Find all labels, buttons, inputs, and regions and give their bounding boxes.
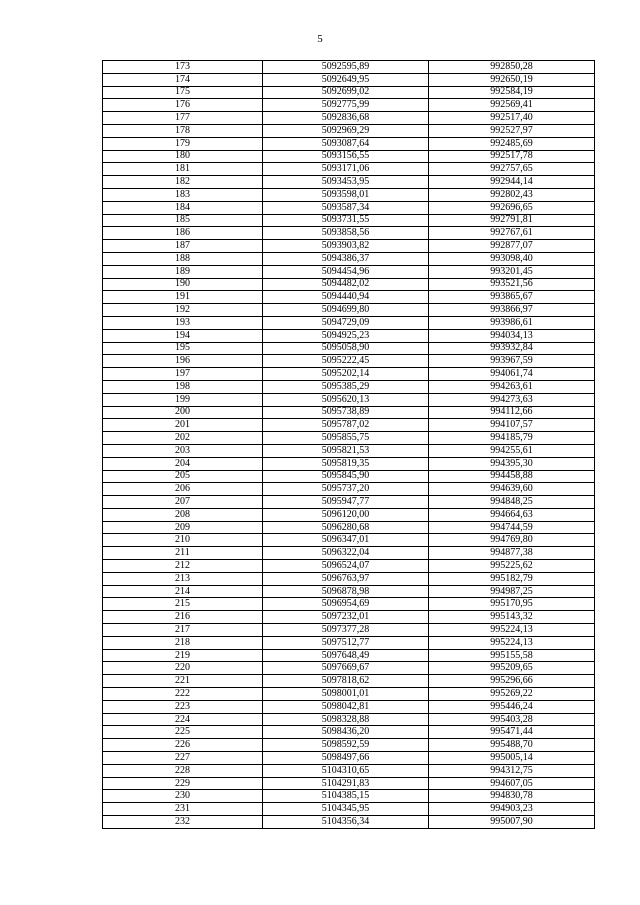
y-coordinate-cell: 995224,13: [429, 624, 595, 637]
table-row: [103, 790, 595, 803]
x-coordinate-cell: 5104291,83: [263, 777, 429, 790]
x-coordinate-cell: 5095737,20: [263, 483, 429, 496]
y-coordinate-cell: 995296,66: [429, 675, 595, 688]
point-number-cell: 220: [103, 662, 263, 675]
point-number-cell: 185: [103, 214, 263, 227]
point-number-cell: 206: [103, 483, 263, 496]
point-number-cell: 209: [103, 521, 263, 534]
point-number-cell: 205: [103, 470, 263, 483]
table-row: [103, 393, 595, 406]
x-coordinate-cell: 5093587,34: [263, 201, 429, 214]
x-coordinate-cell: 5092595,89: [263, 61, 429, 74]
table-row: [103, 803, 595, 816]
point-number-cell: 174: [103, 73, 263, 86]
x-coordinate-cell: 5095202,14: [263, 368, 429, 381]
table-row: [103, 457, 595, 470]
table-row: [103, 380, 595, 393]
table-row: [103, 611, 595, 624]
point-number-cell: 177: [103, 112, 263, 125]
table-row: [103, 649, 595, 662]
y-coordinate-cell: 994255,61: [429, 444, 595, 457]
x-coordinate-cell: 5093156,55: [263, 150, 429, 163]
table-row: [103, 265, 595, 278]
point-number-cell: 188: [103, 252, 263, 265]
point-number-cell: 196: [103, 355, 263, 368]
table-row: [103, 547, 595, 560]
y-coordinate-cell: 994877,38: [429, 547, 595, 560]
table-row: [103, 572, 595, 585]
x-coordinate-cell: 5096878,98: [263, 585, 429, 598]
point-number-cell: 182: [103, 176, 263, 189]
y-coordinate-cell: 995182,79: [429, 572, 595, 585]
y-coordinate-cell: 994395,30: [429, 457, 595, 470]
x-coordinate-cell: 5095222,45: [263, 355, 429, 368]
table-row: [103, 137, 595, 150]
table-row: [103, 636, 595, 649]
table-row: [103, 496, 595, 509]
y-coordinate-cell: 993865,67: [429, 291, 595, 304]
x-coordinate-cell: 5096280,68: [263, 521, 429, 534]
table-row: [103, 329, 595, 342]
table-row: [103, 662, 595, 675]
table-row: [103, 304, 595, 317]
point-number-cell: 193: [103, 316, 263, 329]
table-row: [103, 688, 595, 701]
y-coordinate-cell: 994034,13: [429, 329, 595, 342]
point-number-cell: 183: [103, 188, 263, 201]
y-coordinate-cell: 994830,78: [429, 790, 595, 803]
x-coordinate-cell: 5095821,53: [263, 444, 429, 457]
x-coordinate-cell: 5098328,88: [263, 713, 429, 726]
x-coordinate-cell: 5096347,01: [263, 534, 429, 547]
x-coordinate-cell: 5095738,89: [263, 406, 429, 419]
x-coordinate-cell: 5097512,77: [263, 636, 429, 649]
x-coordinate-cell: 5096954,69: [263, 598, 429, 611]
point-number-cell: 225: [103, 726, 263, 739]
x-coordinate-cell: 5093171,06: [263, 163, 429, 176]
x-coordinate-cell: 5094925,23: [263, 329, 429, 342]
x-coordinate-cell: 5092836,68: [263, 112, 429, 125]
y-coordinate-cell: 994273,63: [429, 393, 595, 406]
point-number-cell: 223: [103, 700, 263, 713]
point-number-cell: 232: [103, 816, 263, 829]
table-row: [103, 227, 595, 240]
point-number-cell: 213: [103, 572, 263, 585]
y-coordinate-cell: 993521,56: [429, 278, 595, 291]
table-row: [103, 368, 595, 381]
x-coordinate-cell: 5098042,81: [263, 700, 429, 713]
point-number-cell: 212: [103, 560, 263, 573]
table-row: [103, 764, 595, 777]
coordinates-table: [102, 60, 595, 829]
y-coordinate-cell: 994112,66: [429, 406, 595, 419]
point-number-cell: 187: [103, 240, 263, 253]
table-row: [103, 624, 595, 637]
table-row: [103, 816, 595, 829]
table-row: [103, 61, 595, 74]
y-coordinate-cell: 993986,61: [429, 316, 595, 329]
x-coordinate-cell: 5098497,66: [263, 752, 429, 765]
y-coordinate-cell: 992517,78: [429, 150, 595, 163]
x-coordinate-cell: 5094699,80: [263, 304, 429, 317]
table-row: [103, 73, 595, 86]
y-coordinate-cell: 992650,19: [429, 73, 595, 86]
table-row: [103, 112, 595, 125]
x-coordinate-cell: 5095819,35: [263, 457, 429, 470]
point-number-cell: 184: [103, 201, 263, 214]
y-coordinate-cell: 992850,28: [429, 61, 595, 74]
table-row: [103, 483, 595, 496]
y-coordinate-cell: 995209,65: [429, 662, 595, 675]
x-coordinate-cell: 5094386,37: [263, 252, 429, 265]
point-number-cell: 179: [103, 137, 263, 150]
x-coordinate-cell: 5096524,07: [263, 560, 429, 573]
y-coordinate-cell: 992802,43: [429, 188, 595, 201]
table-row: [103, 355, 595, 368]
x-coordinate-cell: 5093903,82: [263, 240, 429, 253]
x-coordinate-cell: 5097232,01: [263, 611, 429, 624]
point-number-cell: 199: [103, 393, 263, 406]
x-coordinate-cell: 5094729,09: [263, 316, 429, 329]
point-number-cell: 211: [103, 547, 263, 560]
x-coordinate-cell: 5098001,01: [263, 688, 429, 701]
y-coordinate-cell: 994664,63: [429, 508, 595, 521]
x-coordinate-cell: 5092649,95: [263, 73, 429, 86]
point-number-cell: 219: [103, 649, 263, 662]
y-coordinate-cell: 995471,44: [429, 726, 595, 739]
y-coordinate-cell: 994312,75: [429, 764, 595, 777]
point-number-cell: 229: [103, 777, 263, 790]
y-coordinate-cell: 995446,24: [429, 700, 595, 713]
y-coordinate-cell: 995269,22: [429, 688, 595, 701]
point-number-cell: 175: [103, 86, 263, 99]
x-coordinate-cell: 5092969,29: [263, 124, 429, 137]
table-row: [103, 176, 595, 189]
point-number-cell: 191: [103, 291, 263, 304]
x-coordinate-cell: 5104356,34: [263, 816, 429, 829]
y-coordinate-cell: 992485,69: [429, 137, 595, 150]
x-coordinate-cell: 5096120,00: [263, 508, 429, 521]
table-row: [103, 316, 595, 329]
table-row: [103, 470, 595, 483]
x-coordinate-cell: 5095058,90: [263, 342, 429, 355]
y-coordinate-cell: 992791,81: [429, 214, 595, 227]
y-coordinate-cell: 992944,14: [429, 176, 595, 189]
y-coordinate-cell: 992584,19: [429, 86, 595, 99]
point-number-cell: 208: [103, 508, 263, 521]
x-coordinate-cell: 5096322,04: [263, 547, 429, 560]
table-row: [103, 675, 595, 688]
table-row: [103, 726, 595, 739]
point-number-cell: 195: [103, 342, 263, 355]
x-coordinate-cell: 5098592,59: [263, 739, 429, 752]
point-number-cell: 210: [103, 534, 263, 547]
table-row: [103, 86, 595, 99]
table-row: [103, 521, 595, 534]
table-row: [103, 444, 595, 457]
point-number-cell: 221: [103, 675, 263, 688]
y-coordinate-cell: 993866,97: [429, 304, 595, 317]
point-number-cell: 201: [103, 419, 263, 432]
point-number-cell: 194: [103, 329, 263, 342]
x-coordinate-cell: 5098436,20: [263, 726, 429, 739]
point-number-cell: 178: [103, 124, 263, 137]
x-coordinate-cell: 5093598,01: [263, 188, 429, 201]
y-coordinate-cell: 992527,97: [429, 124, 595, 137]
x-coordinate-cell: 5104385,15: [263, 790, 429, 803]
point-number-cell: 200: [103, 406, 263, 419]
point-number-cell: 180: [103, 150, 263, 163]
y-coordinate-cell: 995225,62: [429, 560, 595, 573]
y-coordinate-cell: 993201,45: [429, 265, 595, 278]
table-row: [103, 713, 595, 726]
y-coordinate-cell: 994263,61: [429, 380, 595, 393]
x-coordinate-cell: 5092775,99: [263, 99, 429, 112]
point-number-cell: 176: [103, 99, 263, 112]
y-coordinate-cell: 995005,14: [429, 752, 595, 765]
y-coordinate-cell: 993932,84: [429, 342, 595, 355]
x-coordinate-cell: 5095947,77: [263, 496, 429, 509]
x-coordinate-cell: 5094454,96: [263, 265, 429, 278]
x-coordinate-cell: 5097648,49: [263, 649, 429, 662]
table-row: [103, 739, 595, 752]
y-coordinate-cell: 993967,59: [429, 355, 595, 368]
y-coordinate-cell: 994607,05: [429, 777, 595, 790]
y-coordinate-cell: 995403,28: [429, 713, 595, 726]
point-number-cell: 230: [103, 790, 263, 803]
x-coordinate-cell: 5097818,62: [263, 675, 429, 688]
table-row: [103, 163, 595, 176]
y-coordinate-cell: 994848,25: [429, 496, 595, 509]
table-row: [103, 201, 595, 214]
y-coordinate-cell: 994107,57: [429, 419, 595, 432]
x-coordinate-cell: 5095787,02: [263, 419, 429, 432]
x-coordinate-cell: 5095385,29: [263, 380, 429, 393]
y-coordinate-cell: 992569,41: [429, 99, 595, 112]
table-row: [103, 150, 595, 163]
point-number-cell: 224: [103, 713, 263, 726]
x-coordinate-cell: 5092699,02: [263, 86, 429, 99]
table-row: [103, 752, 595, 765]
point-number-cell: 216: [103, 611, 263, 624]
point-number-cell: 227: [103, 752, 263, 765]
y-coordinate-cell: 993098,40: [429, 252, 595, 265]
x-coordinate-cell: 5093087,64: [263, 137, 429, 150]
point-number-cell: 217: [103, 624, 263, 637]
point-number-cell: 190: [103, 278, 263, 291]
point-number-cell: 198: [103, 380, 263, 393]
y-coordinate-cell: 994903,23: [429, 803, 595, 816]
y-coordinate-cell: 994458,88: [429, 470, 595, 483]
table-row: [103, 598, 595, 611]
point-number-cell: 189: [103, 265, 263, 278]
table-row: [103, 777, 595, 790]
y-coordinate-cell: 994061,74: [429, 368, 595, 381]
y-coordinate-cell: 992696,65: [429, 201, 595, 214]
table-row: [103, 508, 595, 521]
y-coordinate-cell: 992517,40: [429, 112, 595, 125]
point-number-cell: 173: [103, 61, 263, 74]
table-row: [103, 406, 595, 419]
x-coordinate-cell: 5095855,75: [263, 432, 429, 445]
table-row: [103, 585, 595, 598]
x-coordinate-cell: 5104345,95: [263, 803, 429, 816]
point-number-cell: 222: [103, 688, 263, 701]
y-coordinate-cell: 994639,60: [429, 483, 595, 496]
x-coordinate-cell: 5095620,13: [263, 393, 429, 406]
table-row: [103, 291, 595, 304]
point-number-cell: 192: [103, 304, 263, 317]
table-row: [103, 240, 595, 253]
y-coordinate-cell: 992767,61: [429, 227, 595, 240]
coordinates-table-body: [103, 61, 595, 829]
x-coordinate-cell: 5104310,65: [263, 764, 429, 777]
point-number-cell: 215: [103, 598, 263, 611]
x-coordinate-cell: 5097377,28: [263, 624, 429, 637]
table-row: [103, 419, 595, 432]
y-coordinate-cell: 992757,65: [429, 163, 595, 176]
point-number-cell: 226: [103, 739, 263, 752]
point-number-cell: 214: [103, 585, 263, 598]
table-row: [103, 534, 595, 547]
table-row: [103, 188, 595, 201]
point-number-cell: 228: [103, 764, 263, 777]
point-number-cell: 218: [103, 636, 263, 649]
x-coordinate-cell: 5097669,67: [263, 662, 429, 675]
x-coordinate-cell: 5096763,97: [263, 572, 429, 585]
table-row: [103, 99, 595, 112]
x-coordinate-cell: 5093858,56: [263, 227, 429, 240]
table-row: [103, 124, 595, 137]
table-row: [103, 278, 595, 291]
y-coordinate-cell: 992877,07: [429, 240, 595, 253]
point-number-cell: 207: [103, 496, 263, 509]
table-row: [103, 342, 595, 355]
x-coordinate-cell: 5094482,02: [263, 278, 429, 291]
table-row: [103, 432, 595, 445]
y-coordinate-cell: 995488,70: [429, 739, 595, 752]
point-number-cell: 204: [103, 457, 263, 470]
point-number-cell: 202: [103, 432, 263, 445]
x-coordinate-cell: 5095845,90: [263, 470, 429, 483]
table-row: [103, 252, 595, 265]
point-number-cell: 197: [103, 368, 263, 381]
y-coordinate-cell: 994744,59: [429, 521, 595, 534]
y-coordinate-cell: 995224,13: [429, 636, 595, 649]
x-coordinate-cell: 5093731,55: [263, 214, 429, 227]
point-number-cell: 231: [103, 803, 263, 816]
page-number: 5: [317, 33, 323, 45]
y-coordinate-cell: 995007,90: [429, 816, 595, 829]
table-row: [103, 700, 595, 713]
x-coordinate-cell: 5094440,94: [263, 291, 429, 304]
table-row: [103, 214, 595, 227]
table-row: [103, 560, 595, 573]
point-number-cell: 203: [103, 444, 263, 457]
y-coordinate-cell: 995155,58: [429, 649, 595, 662]
point-number-cell: 186: [103, 227, 263, 240]
point-number-cell: 181: [103, 163, 263, 176]
y-coordinate-cell: 995143,32: [429, 611, 595, 624]
y-coordinate-cell: 995170,95: [429, 598, 595, 611]
y-coordinate-cell: 994185,79: [429, 432, 595, 445]
x-coordinate-cell: 5093453,95: [263, 176, 429, 189]
y-coordinate-cell: 994769,80: [429, 534, 595, 547]
y-coordinate-cell: 994987,25: [429, 585, 595, 598]
